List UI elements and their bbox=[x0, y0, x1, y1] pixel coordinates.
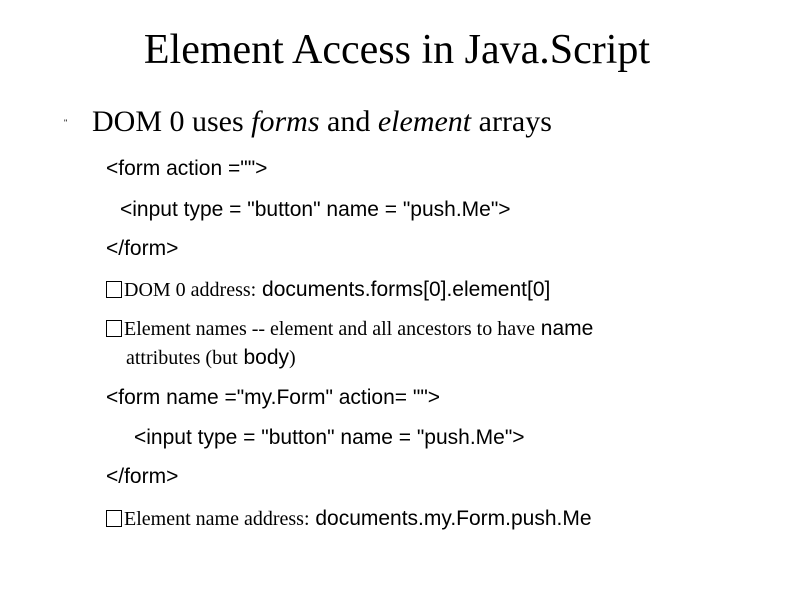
sub1-colon: : bbox=[250, 279, 257, 301]
square-bullet-icon bbox=[106, 510, 122, 527]
code-line-form-close-2: </form> bbox=[106, 465, 179, 488]
code-line-form-open: <form action =""> bbox=[106, 157, 268, 180]
line1-mid: and bbox=[319, 105, 378, 138]
sub-bullet-element-names-cont bbox=[126, 345, 296, 371]
code-line-form-close: </form> bbox=[106, 237, 179, 260]
sub2-text2: attributes (but bbox=[126, 347, 238, 369]
sub-bullet-dom0-address bbox=[106, 277, 550, 303]
square-bullet-icon bbox=[106, 320, 122, 337]
sub1-code: documents.forms[0].element[0] bbox=[256, 278, 551, 301]
bullet-marker: " bbox=[64, 118, 68, 128]
line1-forms: forms bbox=[251, 105, 320, 138]
code-line-input: <input type = "button" name = "push.Me"> bbox=[120, 198, 511, 221]
sub2-code2: body bbox=[237, 346, 290, 369]
sub3-text: Element name address bbox=[124, 508, 304, 530]
code-line-form-named-open: <form name ="my.Form" action= ""> bbox=[106, 386, 441, 409]
slide-title: Element Access in Java.Script bbox=[143, 27, 651, 73]
main-bullet-text bbox=[92, 104, 552, 140]
line1-pre: DOM 0 uses bbox=[92, 105, 252, 138]
line1-post: arrays bbox=[471, 105, 552, 138]
code-line-input-2: <input type = "button" name = "push.Me"> bbox=[134, 426, 525, 449]
line1-element: element bbox=[377, 105, 472, 138]
sub3-code: documents.my.Form.push.Me bbox=[309, 507, 592, 530]
sub2-text: Element names -- element and all ancestors to have bbox=[124, 318, 535, 340]
sub-bullet-element-names bbox=[106, 316, 593, 342]
sub2-close: ) bbox=[289, 347, 296, 369]
square-bullet-icon bbox=[106, 281, 122, 298]
sub3-colon: : bbox=[303, 508, 310, 530]
sub-bullet-element-name-address bbox=[106, 506, 592, 532]
sub2-code: name bbox=[534, 317, 594, 340]
sub1-text: DOM 0 address bbox=[124, 279, 251, 301]
